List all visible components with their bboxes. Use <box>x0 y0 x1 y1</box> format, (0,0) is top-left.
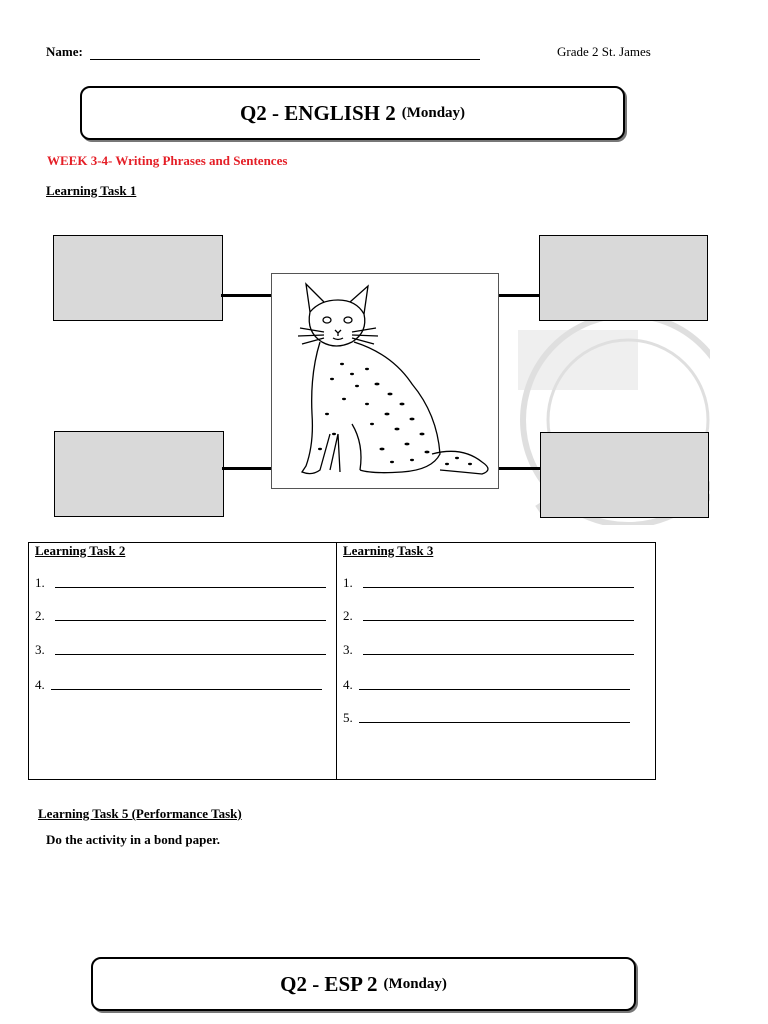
task2-item-1[interactable] <box>35 575 326 591</box>
connector-bottom-right <box>497 467 540 470</box>
item-number: 2. <box>343 608 353 623</box>
answer-line[interactable] <box>359 721 630 723</box>
task3-item-1[interactable] <box>343 575 634 591</box>
item-number: 1. <box>343 575 353 590</box>
item-number: 4. <box>35 677 45 692</box>
english-title-day: (Monday) <box>401 104 466 121</box>
connector-top-left <box>221 294 271 297</box>
answer-line[interactable] <box>359 688 630 690</box>
answer-line[interactable] <box>363 619 634 621</box>
answer-line[interactable] <box>51 688 322 690</box>
item-number: 5. <box>343 710 353 725</box>
tasks-table-divider <box>336 542 337 779</box>
answer-box-bottom-right[interactable] <box>540 432 709 518</box>
learning-task-3-label: Learning Task 3 <box>343 543 434 558</box>
task3-item-2[interactable] <box>343 608 634 624</box>
connector-top-right <box>497 294 539 297</box>
task2-item-2[interactable] <box>35 608 326 624</box>
item-number: 1. <box>35 575 45 590</box>
english-title: Q2 - ENGLISH 2 <box>239 100 396 125</box>
esp-title-box <box>91 957 636 1011</box>
answer-box-top-right[interactable] <box>539 235 708 321</box>
task3-item-5[interactable] <box>343 710 630 726</box>
connector-bottom-left <box>222 467 271 470</box>
task3-item-4[interactable] <box>343 677 630 693</box>
learning-task-2-label: Learning Task 2 <box>35 543 126 558</box>
task5-instruction: Do the activity in a bond paper. <box>46 832 220 847</box>
item-number: 3. <box>35 642 45 657</box>
answer-line[interactable] <box>363 586 634 588</box>
answer-line[interactable] <box>363 653 634 655</box>
answer-box-bottom-left[interactable] <box>54 431 224 517</box>
item-number: 3. <box>343 642 353 657</box>
week-heading: WEEK 3-4- Writing Phrases and Sentences <box>47 153 288 168</box>
task2-item-4[interactable] <box>35 677 322 693</box>
name-field[interactable] <box>90 59 480 60</box>
item-number: 4. <box>343 677 353 692</box>
answer-line[interactable] <box>55 586 326 588</box>
cat-drawing <box>272 274 498 488</box>
answer-line[interactable] <box>55 619 326 621</box>
task3-item-3[interactable] <box>343 642 634 658</box>
item-number: 2. <box>35 608 45 623</box>
cat-picture-frame <box>271 273 499 489</box>
answer-line[interactable] <box>55 653 326 655</box>
learning-task-5-label: Learning Task 5 (Performance Task) <box>38 806 242 821</box>
esp-title: Q2 - ESP 2 <box>280 971 378 996</box>
task2-item-3[interactable] <box>35 642 326 658</box>
esp-title-day: (Monday) <box>383 975 447 992</box>
grade-section: Grade 2 St. James <box>557 44 651 59</box>
learning-task-1-label: Learning Task 1 <box>46 183 137 198</box>
answer-box-top-left[interactable] <box>53 235 223 321</box>
name-label: Name: <box>46 44 83 59</box>
english-title-box <box>80 86 625 140</box>
